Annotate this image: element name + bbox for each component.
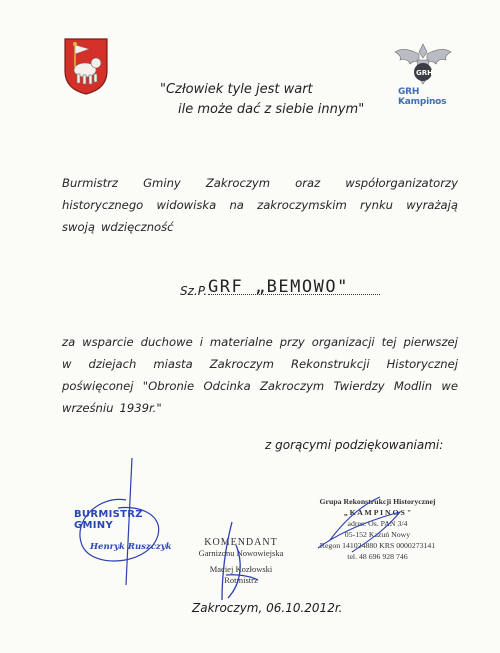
word: we xyxy=(441,379,458,393)
grupa-city: 05-152 Kazuń Nowy xyxy=(344,530,411,539)
grh-eagle-badge-logo xyxy=(392,38,454,107)
word: tej xyxy=(381,335,397,349)
word: poświęconej xyxy=(62,379,134,393)
body-line xyxy=(62,331,458,353)
word: Gminy xyxy=(143,176,181,190)
word: "Obronie xyxy=(142,379,195,393)
word: wdzięczność xyxy=(100,220,174,234)
word: pierwszej xyxy=(403,335,458,349)
grupa-short-name: „ K A M P I N O S " xyxy=(343,508,412,517)
motto-quote xyxy=(160,80,390,120)
burmistrz-title: BURMISTRZ GMINY xyxy=(74,509,143,531)
date-line: Zakroczym, 06.10.2012r. xyxy=(192,601,343,615)
intro-line xyxy=(62,216,458,238)
word: wyrażają xyxy=(406,198,458,212)
intro-line xyxy=(62,172,458,194)
komendant-name: Maciej Kozłowski xyxy=(209,564,273,574)
motto-line-2: ile może dać z siebie innym" xyxy=(178,102,365,117)
intro-line xyxy=(62,194,458,216)
word: zakroczymskim xyxy=(257,198,347,212)
word: Zakroczym xyxy=(209,357,274,371)
word: Modlin xyxy=(393,379,433,393)
word: organizacji xyxy=(311,335,375,349)
komendant-rank: Rotmistrz xyxy=(224,575,258,585)
recipient-prefix: Sz.P. xyxy=(180,284,208,298)
word: i xyxy=(199,335,203,349)
grupa-name: Grupa Rekonstrukcji Historycznej xyxy=(319,497,436,506)
word: duchowe xyxy=(140,335,193,349)
word: przy xyxy=(279,335,305,349)
word: Burmistrz xyxy=(62,176,119,190)
body-paragraph xyxy=(62,331,458,419)
word: Rekonstrukcji xyxy=(290,357,370,371)
komendant-title: KOMENDANT xyxy=(204,537,278,548)
motto-line-1: "Człowiek tyle jest wart xyxy=(160,82,313,97)
word: rynku xyxy=(359,198,394,212)
burmistrz-stamp xyxy=(74,509,184,552)
grupa-stamp xyxy=(280,496,475,562)
word: miasta xyxy=(153,357,193,371)
word: wsparcie xyxy=(82,335,134,349)
body-line xyxy=(62,397,458,419)
badge-text: GRH Kampinos xyxy=(398,87,447,107)
word: swoją xyxy=(62,220,95,234)
word: Twierdzy xyxy=(333,379,385,393)
grupa-registry: Regon 141024880 KRS 0000273141 xyxy=(319,541,436,550)
word: 1939r." xyxy=(119,401,162,415)
word: wrześniu xyxy=(62,401,114,415)
burmistrz-name: Henryk Ruszczyk xyxy=(90,542,172,552)
town-crest-logo xyxy=(63,37,109,95)
body-line xyxy=(62,353,458,375)
grupa-address: adres: Os. PAN 3/4 xyxy=(347,519,408,528)
word: Historycznej xyxy=(386,357,458,371)
closing-text: z gorącymi podziękowaniami: xyxy=(265,438,444,452)
word: dziejach xyxy=(88,357,137,371)
svg-text:GRH: GRH xyxy=(416,69,433,77)
word: widowiska xyxy=(156,198,217,212)
word: w xyxy=(62,357,72,371)
recipient-name: GRF „BEMOWO" xyxy=(208,277,349,297)
dotted-underline xyxy=(208,294,380,295)
recipient-line xyxy=(180,277,380,301)
intro-paragraph xyxy=(62,172,458,238)
grupa-phone: tel. 48 696 928 746 xyxy=(347,552,408,561)
word: oraz xyxy=(295,176,321,190)
word: za xyxy=(62,335,76,349)
word: historycznego xyxy=(62,198,144,212)
komendant-unit: Garnizonu Nowowiejska xyxy=(198,548,284,558)
word: materialne xyxy=(209,335,273,349)
body-line xyxy=(62,375,458,397)
word: współorganizatorzy xyxy=(345,176,458,190)
word: Zakroczym xyxy=(259,379,325,393)
word: Odcinka xyxy=(203,379,251,393)
word: na xyxy=(229,198,244,212)
word: Zakroczym xyxy=(205,176,271,190)
